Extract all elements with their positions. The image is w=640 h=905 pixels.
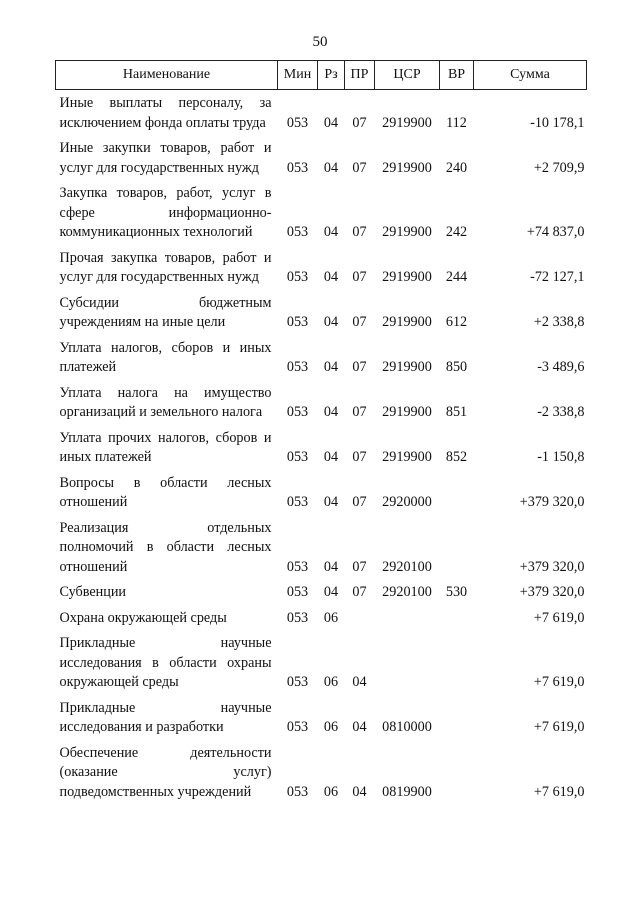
row-rz: 04 [323,449,339,465]
table-row [56,630,587,695]
row-csr: 2919900 [382,224,432,240]
row-pr: 07 [352,449,367,465]
row-rz: 04 [323,114,339,131]
row-vr [440,515,474,580]
table-row [56,380,587,425]
table-row [56,515,587,580]
row-min: 053 [286,674,309,690]
table-row [56,290,587,335]
row-sum: +379 320,0 [519,558,585,575]
row-sum: -72 127,1 [530,269,585,285]
row-vr [440,605,474,631]
row-name: Уплата налога на имущество организаций и земельного налога [59,384,272,420]
row-name: Обеспечение деятельности (оказание услуг) подведомственных учреждений [59,744,272,800]
row-name: Субсидии бюджетным учреждениям на иные цели [59,294,272,330]
row-csr: 2920100 [382,558,432,575]
row-sum: +7 619,0 [533,609,585,626]
row-min: 053 [286,224,309,240]
table-row [56,579,587,605]
row-rz: 04 [323,314,339,330]
row-csr [375,605,440,631]
table-row [56,245,587,290]
row-csr: 2919900 [382,404,432,420]
row-pr: 07 [352,224,367,240]
row-vr: 244 [445,269,468,285]
row-rz: 04 [323,584,339,600]
row-min: 053 [286,584,309,600]
row-vr: 242 [445,224,468,240]
row-rz: 04 [323,269,339,285]
row-sum: +379 320,0 [519,494,585,510]
row-sum: +7 619,0 [533,719,585,735]
row-csr [375,630,440,695]
row-sum: -10 178,1 [530,114,585,131]
row-pr: 07 [352,114,367,131]
row-min: 053 [286,494,309,510]
header-name: Наименование [56,61,278,90]
table-row [56,180,587,245]
table-row [56,605,587,631]
row-pr [345,605,375,631]
page-number: 50 [312,34,328,50]
row-csr: 2919900 [382,159,432,176]
row-min: 053 [286,114,309,131]
table-row [56,90,587,136]
row-name: Иные закупки товаров, работ и услуг для государственных нужд [59,140,272,176]
row-rz: 04 [323,359,339,375]
row-min: 053 [286,609,309,626]
row-sum: +2 338,8 [533,314,585,330]
row-name: Уплата прочих налогов, сборов и иных платежей [59,429,272,465]
row-rz: 06 [323,609,339,626]
row-pr: 07 [352,558,367,575]
table-row [56,425,587,470]
row-vr [440,470,474,515]
header-vr: ВР [440,61,474,90]
row-vr: 112 [446,114,467,131]
row-rz: 06 [323,783,339,800]
row-sum: -1 150,8 [537,449,585,465]
table-body [56,90,587,805]
row-name: Реализация отдельных полномочий в области лесных отношений [59,519,272,575]
header-min: Мин [278,61,318,90]
row-sum: +74 837,0 [526,224,585,240]
table-row [56,695,587,740]
row-name: Уплата налогов, сборов и иных платежей [59,339,272,375]
row-csr: 2919900 [382,114,432,131]
row-name: Прикладные научные исследования и разработки [59,699,272,735]
row-sum: +7 619,0 [533,783,585,800]
row-vr [440,630,474,695]
row-csr: 0819900 [382,783,432,800]
table-row [56,135,587,180]
row-vr: 851 [445,404,468,420]
row-sum: +2 709,9 [533,159,585,176]
row-min: 053 [286,783,309,800]
row-rz: 04 [323,404,339,420]
header-csr: ЦСР [375,61,440,90]
row-vr: 530 [445,584,468,600]
row-rz: 04 [323,494,339,510]
row-csr: 2920000 [382,494,432,510]
row-csr: 2919900 [382,314,432,330]
row-csr: 2920100 [382,584,432,600]
row-sum: +379 320,0 [519,584,585,600]
header-rz: Рз [318,61,345,90]
row-min: 053 [286,449,309,465]
row-min: 053 [286,719,309,735]
table-header [56,61,587,90]
row-name: Прочая закупка товаров, работ и услуг для государственных нужд [59,249,272,285]
row-pr: 04 [352,719,367,735]
row-vr: 612 [445,314,468,330]
header-sum: Сумма [474,61,587,90]
row-vr [440,740,474,805]
row-rz: 04 [323,558,339,575]
row-pr: 04 [352,674,367,690]
row-vr: 850 [445,359,468,375]
row-min: 053 [286,159,309,176]
row-sum: -2 338,8 [537,404,585,420]
budget-table [55,60,587,804]
row-min: 053 [286,269,309,285]
row-pr: 07 [352,359,367,375]
row-pr: 07 [352,404,367,420]
row-rz: 04 [323,224,339,240]
row-name: Закупка товаров, работ, услуг в сфере информационно-коммуникационных технологий [59,185,272,240]
row-rz: 04 [323,159,339,176]
row-min: 053 [286,314,309,330]
row-sum: -3 489,6 [537,359,585,375]
table-row [56,470,587,515]
header-pr: ПР [345,61,375,90]
row-name: Прикладные научные исследования в области охраны окружающей среды [59,635,272,690]
row-sum: +7 619,0 [533,674,585,690]
row-name: Охрана окружающей среды [59,609,227,626]
row-pr: 07 [352,494,367,510]
row-csr: 2919900 [382,269,432,285]
row-pr: 07 [352,269,367,285]
row-name: Иные выплаты персоналу, за исключением фонда оплаты труда [59,95,272,131]
row-name: Вопросы в области лесных отношений [59,474,272,510]
row-vr [440,695,474,740]
table-row [56,335,587,380]
row-pr: 07 [352,314,367,330]
row-pr: 07 [352,159,367,176]
row-csr: 0810000 [382,719,432,735]
row-csr: 2919900 [382,359,432,375]
row-pr: 07 [352,584,367,600]
row-csr: 2919900 [382,449,432,465]
table-row [56,740,587,805]
row-vr: 852 [445,449,468,465]
row-vr: 240 [445,159,468,176]
row-min: 053 [286,359,309,375]
row-pr: 04 [352,783,367,800]
row-min: 053 [286,558,309,575]
row-name: Субвенции [59,584,127,600]
row-rz: 06 [323,719,339,735]
header-row [56,61,587,90]
row-rz: 06 [323,674,339,690]
row-min: 053 [286,404,309,420]
